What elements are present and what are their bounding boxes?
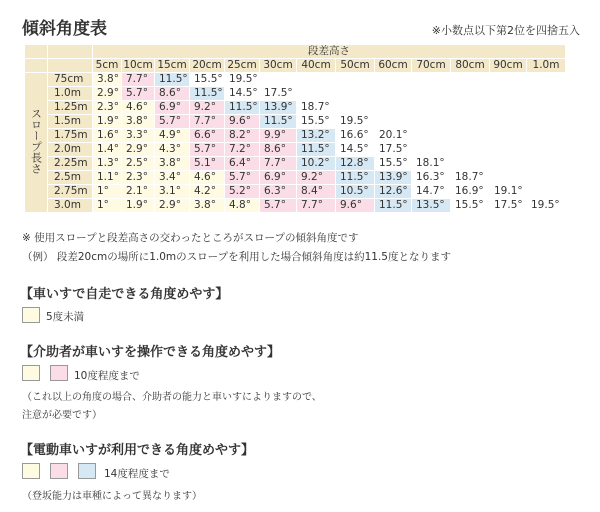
angle-cell: 1.4° (93, 143, 122, 157)
angle-cell (412, 73, 451, 87)
assist-note-line1: （これ以上の角度の場合、介助者の能力と車いすによりますので、 (22, 392, 322, 403)
table-row (25, 87, 566, 101)
angle-cell (336, 73, 375, 87)
angle-cell: 13.2° (297, 129, 336, 143)
angle-cell: 5.2° (225, 185, 260, 199)
row-length-label: 1.0m (48, 87, 93, 101)
angle-cell: 9.9° (260, 129, 297, 143)
angle-cell (451, 115, 490, 129)
corner-cell (25, 45, 48, 59)
angle-cell: 20.1° (375, 129, 412, 143)
table-row (25, 143, 566, 157)
height-col-0: 5cm (93, 59, 122, 73)
table-row (25, 199, 566, 213)
angle-cell: 7.2° (225, 143, 260, 157)
angle-cell: 15.5° (451, 199, 490, 213)
angle-cell (412, 101, 451, 115)
angle-table-wrapper (24, 44, 566, 213)
blue-swatch (78, 463, 96, 479)
slope-length-label: スロープ長さ (29, 107, 43, 174)
angle-cell: 8.6° (260, 143, 297, 157)
angle-cell: 6.3° (260, 185, 297, 199)
angle-cell (451, 143, 490, 157)
table-row (25, 73, 566, 87)
assist-heading: 【介助者が車いすを操作できる角度めやす】 (20, 345, 281, 360)
angle-cell (490, 129, 527, 143)
angle-cell (412, 143, 451, 157)
row-length-label: 3.0m (48, 199, 93, 213)
angle-cell (451, 157, 490, 171)
angle-cell (490, 143, 527, 157)
angle-cell (527, 143, 566, 157)
angle-cell: 9.2° (297, 171, 336, 185)
angle-cell: 2.5° (122, 157, 155, 171)
angle-cell: 5.7° (190, 143, 225, 157)
angle-cell: 11.5° (297, 143, 336, 157)
corner-cell (48, 59, 93, 73)
angle-cell (527, 129, 566, 143)
angle-cell: 5.7° (260, 199, 297, 213)
table-row (25, 171, 566, 185)
angle-cell (375, 115, 412, 129)
table-row (25, 101, 566, 115)
angle-cell: 14.5° (336, 143, 375, 157)
angle-cell: 19.5° (225, 73, 260, 87)
angle-cell: 4.2° (190, 185, 225, 199)
angle-cell (490, 115, 527, 129)
angle-cell: 18.1° (412, 157, 451, 171)
angle-cell: 3.3° (122, 129, 155, 143)
angle-cell: 19.5° (527, 199, 566, 213)
angle-cell: 11.5° (225, 101, 260, 115)
angle-cell: 5.7° (122, 87, 155, 101)
angle-cell (451, 129, 490, 143)
pink-swatch (50, 365, 68, 381)
angle-cell: 7.7° (122, 73, 155, 87)
corner-cell (48, 45, 93, 59)
angle-cell: 4.9° (155, 129, 190, 143)
angle-cell: 2.9° (122, 143, 155, 157)
angle-cell: 1° (93, 199, 122, 213)
height-col-7: 50cm (336, 59, 375, 73)
angle-cell: 4.3° (155, 143, 190, 157)
angle-cell (451, 101, 490, 115)
angle-cell: 16.9° (451, 185, 490, 199)
angle-cell: 4.6° (190, 171, 225, 185)
table-row (25, 129, 566, 143)
angle-cell (527, 87, 566, 101)
angle-cell: 18.7° (451, 171, 490, 185)
angle-cell: 2.9° (155, 199, 190, 213)
angle-cell: 5.7° (225, 171, 260, 185)
angle-cell: 3.8° (155, 157, 190, 171)
angle-cell (490, 73, 527, 87)
angle-cell: 16.3° (412, 171, 451, 185)
angle-cell: 7.7° (190, 115, 225, 129)
angle-cell (297, 73, 336, 87)
angle-cell: 5.7° (155, 115, 190, 129)
angle-cell: 1.1° (93, 171, 122, 185)
angle-cell: 2.3° (93, 101, 122, 115)
angle-cell: 3.8° (122, 115, 155, 129)
angle-cell: 6.9° (155, 101, 190, 115)
angle-cell: 1° (93, 185, 122, 199)
angle-cell: 2.9° (93, 87, 122, 101)
angle-cell: 6.9° (260, 171, 297, 185)
row-length-label: 1.25m (48, 101, 93, 115)
angle-cell (412, 87, 451, 101)
self-propel-label: 5度未満 (46, 311, 85, 323)
angle-cell: 11.5° (375, 199, 412, 213)
angle-cell: 1.9° (93, 115, 122, 129)
angle-cell: 8.6° (155, 87, 190, 101)
angle-cell: 8.4° (297, 185, 336, 199)
row-length-label: 75cm (48, 73, 93, 87)
height-col-9: 70cm (412, 59, 451, 73)
table-row (25, 157, 566, 171)
angle-cell: 15.5° (190, 73, 225, 87)
angle-cell: 15.5° (297, 115, 336, 129)
angle-table (24, 44, 566, 213)
rounding-note: ※小数点以下第2位を四捨五入 (431, 24, 580, 37)
angle-cell: 4.6° (122, 101, 155, 115)
angle-cell (412, 115, 451, 129)
angle-cell: 1.9° (122, 199, 155, 213)
angle-cell: 17.5° (490, 199, 527, 213)
angle-cell: 4.8° (225, 199, 260, 213)
angle-cell (527, 115, 566, 129)
angle-cell: 10.2° (297, 157, 336, 171)
height-col-12: 1.0m (527, 59, 566, 73)
angle-cell: 13.5° (412, 199, 451, 213)
row-length-label: 2.0m (48, 143, 93, 157)
angle-cell (375, 101, 412, 115)
row-length-label: 2.75m (48, 185, 93, 199)
footnote-example: （例） 段差20cmの場所に1.0mのスロープを利用した場合傾斜角度は約11.5度となります (22, 251, 451, 263)
angle-cell (412, 129, 451, 143)
height-col-3: 20cm (190, 59, 225, 73)
angle-cell: 12.6° (375, 185, 412, 199)
angle-cell: 15.5° (375, 157, 412, 171)
angle-cell: 11.5° (190, 87, 225, 101)
angle-cell: 11.5° (260, 115, 297, 129)
height-col-5: 30cm (260, 59, 297, 73)
angle-cell: 12.8° (336, 157, 375, 171)
angle-cell: 9.6° (225, 115, 260, 129)
angle-cell: 7.7° (260, 157, 297, 171)
angle-cell: 3.8° (93, 73, 122, 87)
self-propel-heading: 【車いすで自走できる角度めやす】 (20, 287, 229, 302)
footnote-usage: ※ 使用スロープと段差高さの交わったところがスロープの傾斜角度です (22, 232, 359, 244)
row-length-label: 2.25m (48, 157, 93, 171)
angle-cell (375, 87, 412, 101)
electric-label: 14度程度まで (104, 468, 170, 480)
height-col-6: 40cm (297, 59, 336, 73)
corner-cell (25, 59, 48, 73)
height-col-10: 80cm (451, 59, 490, 73)
angle-cell: 3.8° (190, 199, 225, 213)
angle-cell: 14.7° (412, 185, 451, 199)
angle-cell (297, 87, 336, 101)
angle-cell: 13.9° (260, 101, 297, 115)
angle-cell: 6.6° (190, 129, 225, 143)
angle-cell: 11.5° (155, 73, 190, 87)
angle-cell (451, 73, 490, 87)
height-col-1: 10cm (123, 59, 153, 71)
angle-cell: 19.1° (490, 185, 527, 199)
height-col-11: 90cm (490, 59, 527, 73)
angle-cell: 9.2° (190, 101, 225, 115)
page-title: 傾斜角度表 (22, 19, 107, 39)
angle-cell: 8.2° (225, 129, 260, 143)
pink-swatch (50, 463, 68, 479)
angle-cell (490, 171, 527, 185)
electric-note: （登坂能力は車種によって異なります） (22, 491, 202, 502)
slope-length-header (25, 73, 48, 213)
row-length-label: 2.5m (48, 171, 93, 185)
angle-cell: 2.3° (122, 171, 155, 185)
height-col-8: 60cm (375, 59, 412, 73)
row-length-label: 1.75m (48, 129, 93, 143)
angle-cell: 10.5° (336, 185, 375, 199)
angle-cell: 14.5° (225, 87, 260, 101)
electric-heading: 【電動車いすが利用できる角度めやす】 (20, 443, 255, 458)
angle-cell (375, 73, 412, 87)
angle-cell (490, 101, 527, 115)
angle-cell: 2.1° (122, 185, 155, 199)
angle-cell: 19.5° (336, 115, 375, 129)
angle-cell: 7.7° (297, 199, 336, 213)
yellow-swatch (22, 307, 40, 323)
height-header: 段差高さ (93, 45, 566, 59)
angle-cell: 11.5° (336, 171, 375, 185)
yellow-swatch (22, 463, 40, 479)
height-col-4: 25cm (225, 59, 260, 73)
height-col-2: 15cm (155, 59, 190, 73)
angle-cell (451, 87, 490, 101)
table-row (25, 185, 566, 199)
angle-cell: 13.9° (375, 171, 412, 185)
angle-cell (527, 171, 566, 185)
table-row (25, 115, 566, 129)
angle-cell (527, 157, 566, 171)
angle-cell: 1.6° (93, 129, 122, 143)
assist-label: 10度程度まで (74, 370, 140, 382)
angle-cell: 17.5° (260, 87, 297, 101)
angle-cell: 17.5° (375, 143, 412, 157)
angle-cell: 18.7° (297, 101, 336, 115)
angle-cell (527, 73, 566, 87)
angle-cell: 9.6° (336, 199, 375, 213)
angle-cell (490, 157, 527, 171)
angle-cell: 5.1° (190, 157, 225, 171)
angle-cell: 3.4° (155, 171, 190, 185)
row-length-label: 1.5m (48, 115, 93, 129)
angle-cell (336, 101, 375, 115)
angle-cell (260, 73, 297, 87)
angle-cell (527, 101, 566, 115)
angle-cell (336, 87, 375, 101)
angle-cell: 3.1° (155, 185, 190, 199)
angle-cell: 6.4° (225, 157, 260, 171)
angle-cell (490, 87, 527, 101)
assist-note-line2: 注意が必要です） (22, 410, 102, 421)
angle-cell: 1.3° (93, 157, 122, 171)
angle-cell: 16.6° (336, 129, 375, 143)
yellow-swatch (22, 365, 40, 381)
angle-cell (527, 185, 566, 199)
